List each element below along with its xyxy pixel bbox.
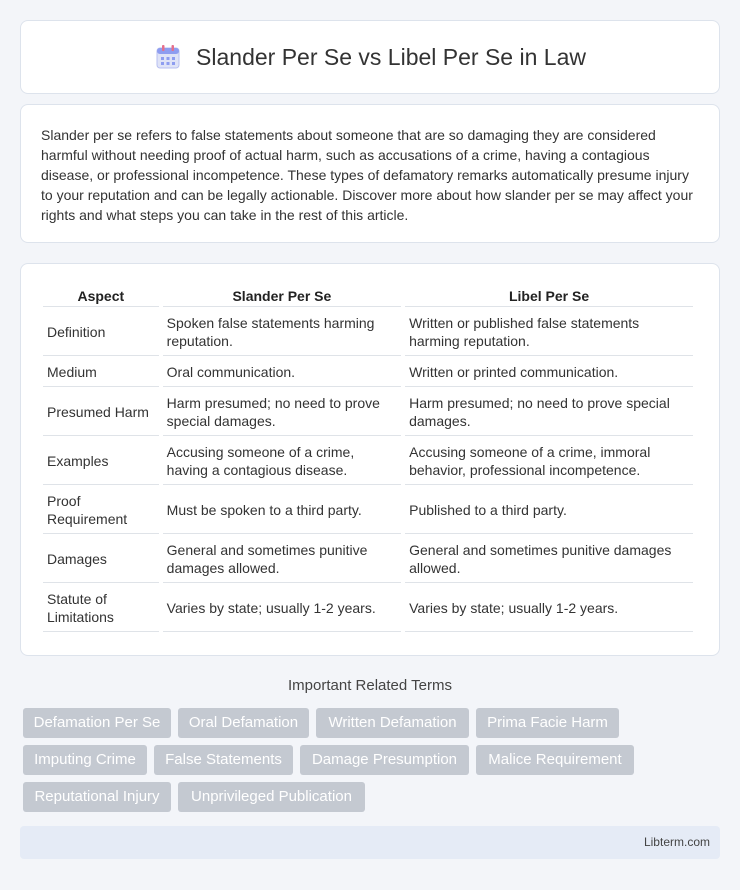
intro-text: Slander per se refers to false statements about someone that are so damaging they are considered harmful without needing proof of actual harm, such as accusations of a crime, having a contagious disease, or professional incompetence. These types of defamatory remarks automatically presume injury to your reputation and can be legally actionable. Discover more about how slander per se may affect your rights and what steps you can take in the rest of this article. — [41, 127, 693, 223]
cell-slander: Varies by state; usually 1-2 years. — [163, 585, 401, 632]
cell-aspect: Proof Requirement — [43, 487, 159, 534]
header-libel: Libel Per Se — [405, 282, 693, 307]
tag-unprivileged-publication[interactable]: Unprivileged Publication — [178, 782, 365, 812]
cell-aspect: Medium — [43, 358, 159, 387]
tag-false-statements[interactable]: False Statements — [154, 745, 293, 775]
cell-libel: Accusing someone of a crime, immoral behavior, professional incompetence. — [405, 438, 693, 485]
header-aspect: Aspect — [43, 282, 159, 307]
related-terms-title: Important Related Terms — [288, 677, 452, 694]
comparison-table — [39, 280, 697, 634]
cell-aspect: Presumed Harm — [43, 389, 159, 436]
table-row — [43, 389, 693, 436]
table-row — [43, 309, 693, 356]
tag-malice-requirement[interactable]: Malice Requirement — [476, 745, 634, 775]
cell-slander: Spoken false statements harming reputation. — [163, 309, 401, 356]
comparison-table-card — [20, 263, 720, 656]
cell-libel: Harm presumed; no need to prove special damages. — [405, 389, 693, 436]
tag-imputing-crime[interactable]: Imputing Crime — [23, 745, 147, 775]
cell-slander: Harm presumed; no need to prove special damages. — [163, 389, 401, 436]
cell-aspect: Examples — [43, 438, 159, 485]
table-row — [43, 438, 693, 485]
tag-prima-facie-harm[interactable]: Prima Facie Harm — [476, 708, 619, 738]
table-header-row — [43, 282, 693, 307]
cell-slander: Accusing someone of a crime, having a contagious disease. — [163, 438, 401, 485]
cell-libel: General and sometimes punitive damages allowed. — [405, 536, 693, 583]
header-card — [20, 20, 720, 94]
cell-libel: Published to a third party. — [405, 487, 693, 534]
table-row — [43, 585, 693, 632]
table-row — [43, 358, 693, 387]
cell-slander: Must be spoken to a third party. — [163, 487, 401, 534]
cell-libel: Written or printed communication. — [405, 358, 693, 387]
intro-card — [20, 104, 720, 243]
cell-aspect: Statute of Limitations — [43, 585, 159, 632]
tag-defamation-per-se[interactable]: Defamation Per Se — [23, 708, 171, 738]
tag-damage-presumption[interactable]: Damage Presumption — [300, 745, 469, 775]
table-row — [43, 487, 693, 534]
calendar-icon — [154, 43, 182, 71]
title-wrap — [154, 43, 586, 71]
cell-slander: General and sometimes punitive damages allowed. — [163, 536, 401, 583]
cell-libel: Written or published false statements harming reputation. — [405, 309, 693, 356]
cell-aspect: Damages — [43, 536, 159, 583]
table-row — [43, 536, 693, 583]
cell-libel: Varies by state; usually 1-2 years. — [405, 585, 693, 632]
page-title: Slander Per Se vs Libel Per Se in Law — [196, 43, 586, 70]
tag-written-defamation[interactable]: Written Defamation — [316, 708, 469, 738]
tag-reputational-injury[interactable]: Reputational Injury — [23, 782, 171, 812]
cell-aspect: Definition — [43, 309, 159, 356]
footer-site-link[interactable]: Libterm.com — [643, 835, 710, 849]
cell-slander: Oral communication. — [163, 358, 401, 387]
footer — [20, 826, 720, 859]
tag-oral-defamation[interactable]: Oral Defamation — [178, 708, 309, 738]
header-slander: Slander Per Se — [163, 282, 401, 307]
